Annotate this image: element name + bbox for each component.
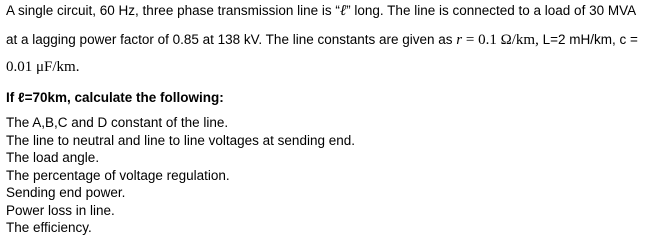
question-suffix: =70km, calculate the following: bbox=[24, 90, 224, 105]
list-item: The percentage of voltage regulation. bbox=[6, 167, 230, 183]
list-item: Power loss in line. bbox=[6, 202, 115, 218]
question-heading bbox=[6, 88, 224, 108]
task-list bbox=[6, 114, 355, 237]
line-length-symbol: ℓ bbox=[18, 90, 25, 105]
line-length-symbol: ℓ bbox=[339, 3, 347, 19]
capacitance-value: 0.01 μF/km. bbox=[6, 59, 80, 75]
resistance-value: = 0.1 Ω/km, bbox=[462, 32, 543, 48]
statement-text: at a lagging power factor of 0.85 at 138 kV. The line constants are given as bbox=[6, 32, 457, 47]
list-item: The A,B,C and D constant of the line. bbox=[6, 115, 229, 130]
list-item: The efficiency. bbox=[6, 220, 92, 235]
question-prefix: If bbox=[6, 90, 18, 105]
inductance-value: L=2 mH/km, c = bbox=[542, 32, 638, 47]
problem-statement-line-2 bbox=[6, 29, 654, 51]
statement-text: ” long. The line is connected to a load of 30 MVA bbox=[346, 3, 637, 18]
list-item: Sending end power. bbox=[6, 185, 126, 200]
problem-statement-line-3 bbox=[6, 56, 654, 78]
list-item: The line to neutral and line to line voltages at sending end. bbox=[6, 132, 355, 148]
resistance-symbol: r bbox=[456, 32, 463, 48]
list-item: The load angle. bbox=[6, 150, 100, 165]
problem-statement-line-1 bbox=[6, 0, 654, 22]
statement-text: A single circuit, 60 Hz, three phase transmission line is “ bbox=[6, 3, 340, 18]
